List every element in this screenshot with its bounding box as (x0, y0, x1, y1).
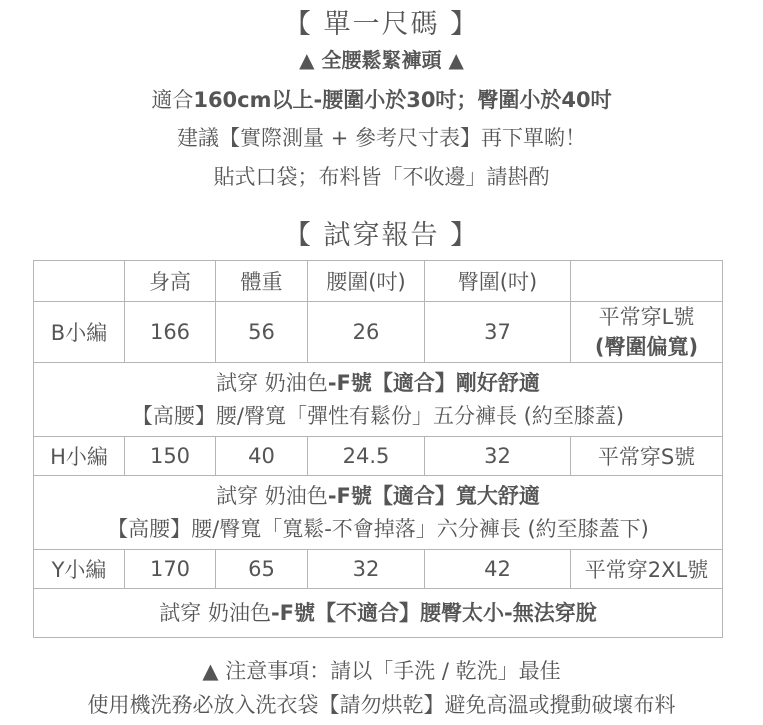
cell-hip: 37 (425, 302, 571, 363)
note-row (34, 476, 723, 550)
note-line-1 (34, 597, 722, 630)
table-row (34, 437, 723, 476)
cell-weight: 56 (216, 302, 308, 363)
note-verdict: -F號【不適合】腰臀太小-無法穿脫 (270, 600, 597, 625)
note-cell (34, 589, 723, 638)
cell-hip: 42 (425, 550, 571, 589)
note-color: 試穿 奶油色 (216, 370, 328, 395)
intro-line-2: 建議【實際測量 + 參考尺寸表】再下單喲！ (177, 126, 586, 150)
cell-remark (571, 302, 723, 363)
cell-height: 170 (125, 550, 216, 589)
cell-waist: 24.5 (308, 437, 425, 476)
cell-waist: 32 (308, 550, 425, 589)
note-verdict: -F號【適合】剛好舒適 (327, 370, 540, 395)
intro-line-1 (0, 84, 763, 114)
table-header-row (34, 261, 723, 302)
cell-remark: 平常穿2XL號 (571, 550, 723, 589)
report-title: 【 試穿報告 】 (283, 220, 480, 251)
header-cell-waist: 腰圍(吋) (308, 261, 425, 302)
remark-size: 平常穿L號 (598, 305, 695, 329)
header-cell-height: 身高 (125, 261, 216, 302)
note-row (34, 363, 723, 437)
remark-detail: (臀圍偏寬) (594, 335, 699, 359)
note-line-2: 【高腰】腰/臀寬「彈性有鬆份」五分褲長 (約至膝蓋) (131, 403, 625, 428)
cell-name: H小編 (34, 437, 125, 476)
cell-height: 166 (125, 302, 216, 363)
note-cell (34, 476, 723, 550)
intro-line-3: 貼式口袋；布料皆「不收邊」請斟酌 (213, 165, 550, 189)
care-notice-line-2: 使用機洗務必放入洗衣袋【請勿烘乾】避免高溫或攪動破壞布料 (87, 693, 676, 717)
intro-line-1-bold: 160cm以上-腰圍小於30吋；臀圍小於40吋 (193, 88, 612, 112)
subtitle: ▲ 全腰鬆緊褲頭 ▲ (299, 48, 464, 72)
intro-line-1-prefix: 適合 (151, 88, 194, 112)
cell-weight: 65 (216, 550, 308, 589)
header-cell-remark (571, 261, 723, 302)
note-color: 試穿 奶油色 (216, 483, 328, 508)
header-cell-weight: 體重 (216, 261, 308, 302)
fitting-report-table (33, 260, 723, 638)
note-line-2: 【高腰】腰/臀寬「寬鬆-不會掉落」六分褲長 (約至膝蓋下) (107, 516, 649, 541)
note-line-1 (34, 480, 722, 513)
cell-weight: 40 (216, 437, 308, 476)
page-title: 【 單一尺碼 】 (283, 9, 480, 40)
cell-name: B小編 (34, 302, 125, 363)
cell-height: 150 (125, 437, 216, 476)
note-color: 試穿 奶油色 (159, 600, 271, 625)
cell-name: Y小編 (34, 550, 125, 589)
note-cell (34, 363, 723, 437)
note-line-1 (34, 367, 722, 400)
cell-remark: 平常穿S號 (571, 437, 723, 476)
note-verdict: -F號【適合】寬大舒適 (327, 483, 540, 508)
table-row (34, 302, 723, 363)
cell-hip: 32 (425, 437, 571, 476)
cell-waist: 26 (308, 302, 425, 363)
care-notice-line-1: ▲ 注意事項：請以「手洗 / 乾洗」最佳 (202, 659, 561, 683)
note-row (34, 589, 723, 638)
header-cell-hip: 臀圍(吋) (425, 261, 571, 302)
table-row (34, 550, 723, 589)
header-cell-name (34, 261, 125, 302)
